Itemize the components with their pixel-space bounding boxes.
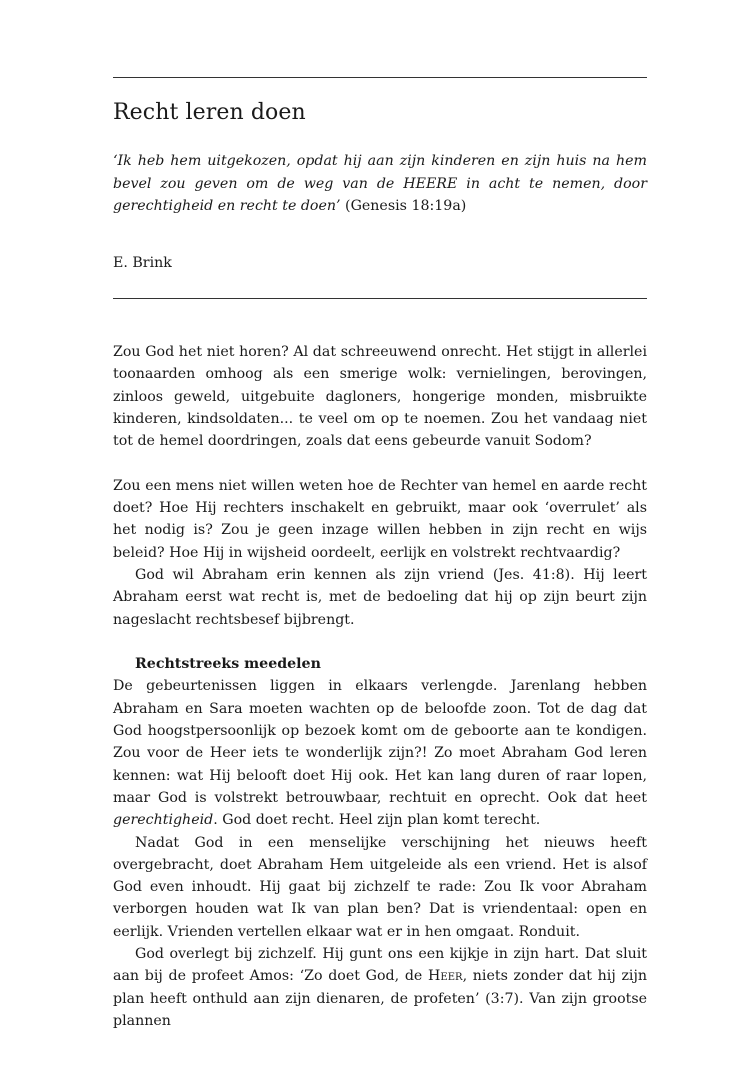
paragraph (113, 675, 647, 831)
article-body (113, 341, 647, 1032)
epigraph-quote: ‘Ik heb hem uitgekozen, opdat hij aan zijn kinderen en zijn huis na hem bevel zou geven om de weg van de HEERE in acht te nemen, door gerechtigheid en recht te doen’ (113, 153, 647, 214)
small-caps-text: Heer (428, 968, 463, 985)
paragraph: Zou een mens niet willen weten hoe de Rechter van hemel en aarde recht doet? Hoe Hij rechters inschakelt en gebruikt, maar ook ‘overrulet’ als het nodig is? Zou je geen inzage willen hebben in zijn recht en wijs beleid? Hoe Hij in wijsheid oordeelt, eerlijk en volstrekt rechtvaardig? (113, 477, 647, 561)
author-name: E. Brink (113, 255, 172, 271)
epigraph (113, 150, 647, 218)
paragraph-text: De gebeurtenissen liggen in elkaars verlengde. Jarenlang hebben Abraham en Sara moeten wachten op de beloofde zoon. Tot de dag dat God hoogstpersoonlijk op bezoek komt om de geboorte aan te kondigen. Zou voor de Heer iets te wonderlijk zijn?! Zo moet Abraham God leren kennen: wat Hij belooft doet Hij ook. Het kan lang duren of raar lopen, maar God is volstrekt betrouwbaar, rechtuit en oprecht. Ook dat heet (113, 678, 647, 806)
paragraph: Nadat God in een menselijke verschijning het nieuws heeft overgebracht, doet Abraham Hem uitgeleide als een vriend. Het is alsof God even inhoudt. Hij gaat bij zichzelf te rade: Zou Ik voor Abraham verborgen houden wat Ik van plan ben? Dat is vriendentaal: open en eerlijk. Vrienden vertellen elkaar wat er in hen omgaat. Ronduit. (113, 834, 647, 940)
paragraph-text: God overlegt bij zichzelf. Hij gunt ons een kijkje in zijn hart. Dat sluit aan bij de profeet Amos: ‘Zo doet God, de (113, 946, 647, 985)
bottom-rule (113, 298, 647, 299)
paragraph: God wil Abraham erin kennen als zijn vriend (Jes. 41:8). Hij leert Abraham eerst wat recht is, met de bedoeling dat hij op zijn beurt zijn nageslacht rechtsbesef bijbrengt. (113, 566, 647, 628)
paragraph-text: . God doet recht. Heel zijn plan komt terecht. (213, 812, 541, 829)
paragraph-text: , niets zonder dat hij zijn plan heeft onthuld aan zijn dienaren, de profeten’ (3:7). Van zijn grootse plannen (113, 968, 647, 1029)
epigraph-reference: (Genesis 18:19a) (345, 198, 467, 214)
emphasis-text: gerechtigheid (113, 812, 214, 829)
paragraph (113, 943, 647, 1032)
paragraph: Zou God het niet horen? Al dat schreeuwend onrecht. Het stijgt in allerlei toonaarden omhoog als een smerige wolk: vernielingen, berovingen, zinloos geweld, uitgebuite dagloners, hongerige monden, misbruikte kinderen, kindsoldaten... te veel om op te noemen. Zou het vandaag niet tot de hemel doordringen, zoals dat eens gebeurde vanuit Sodom? (113, 344, 647, 450)
article-title: Recht leren doen (113, 100, 306, 125)
top-rule (113, 77, 647, 78)
section-heading: Rechtstreeks meedelen (135, 656, 321, 673)
